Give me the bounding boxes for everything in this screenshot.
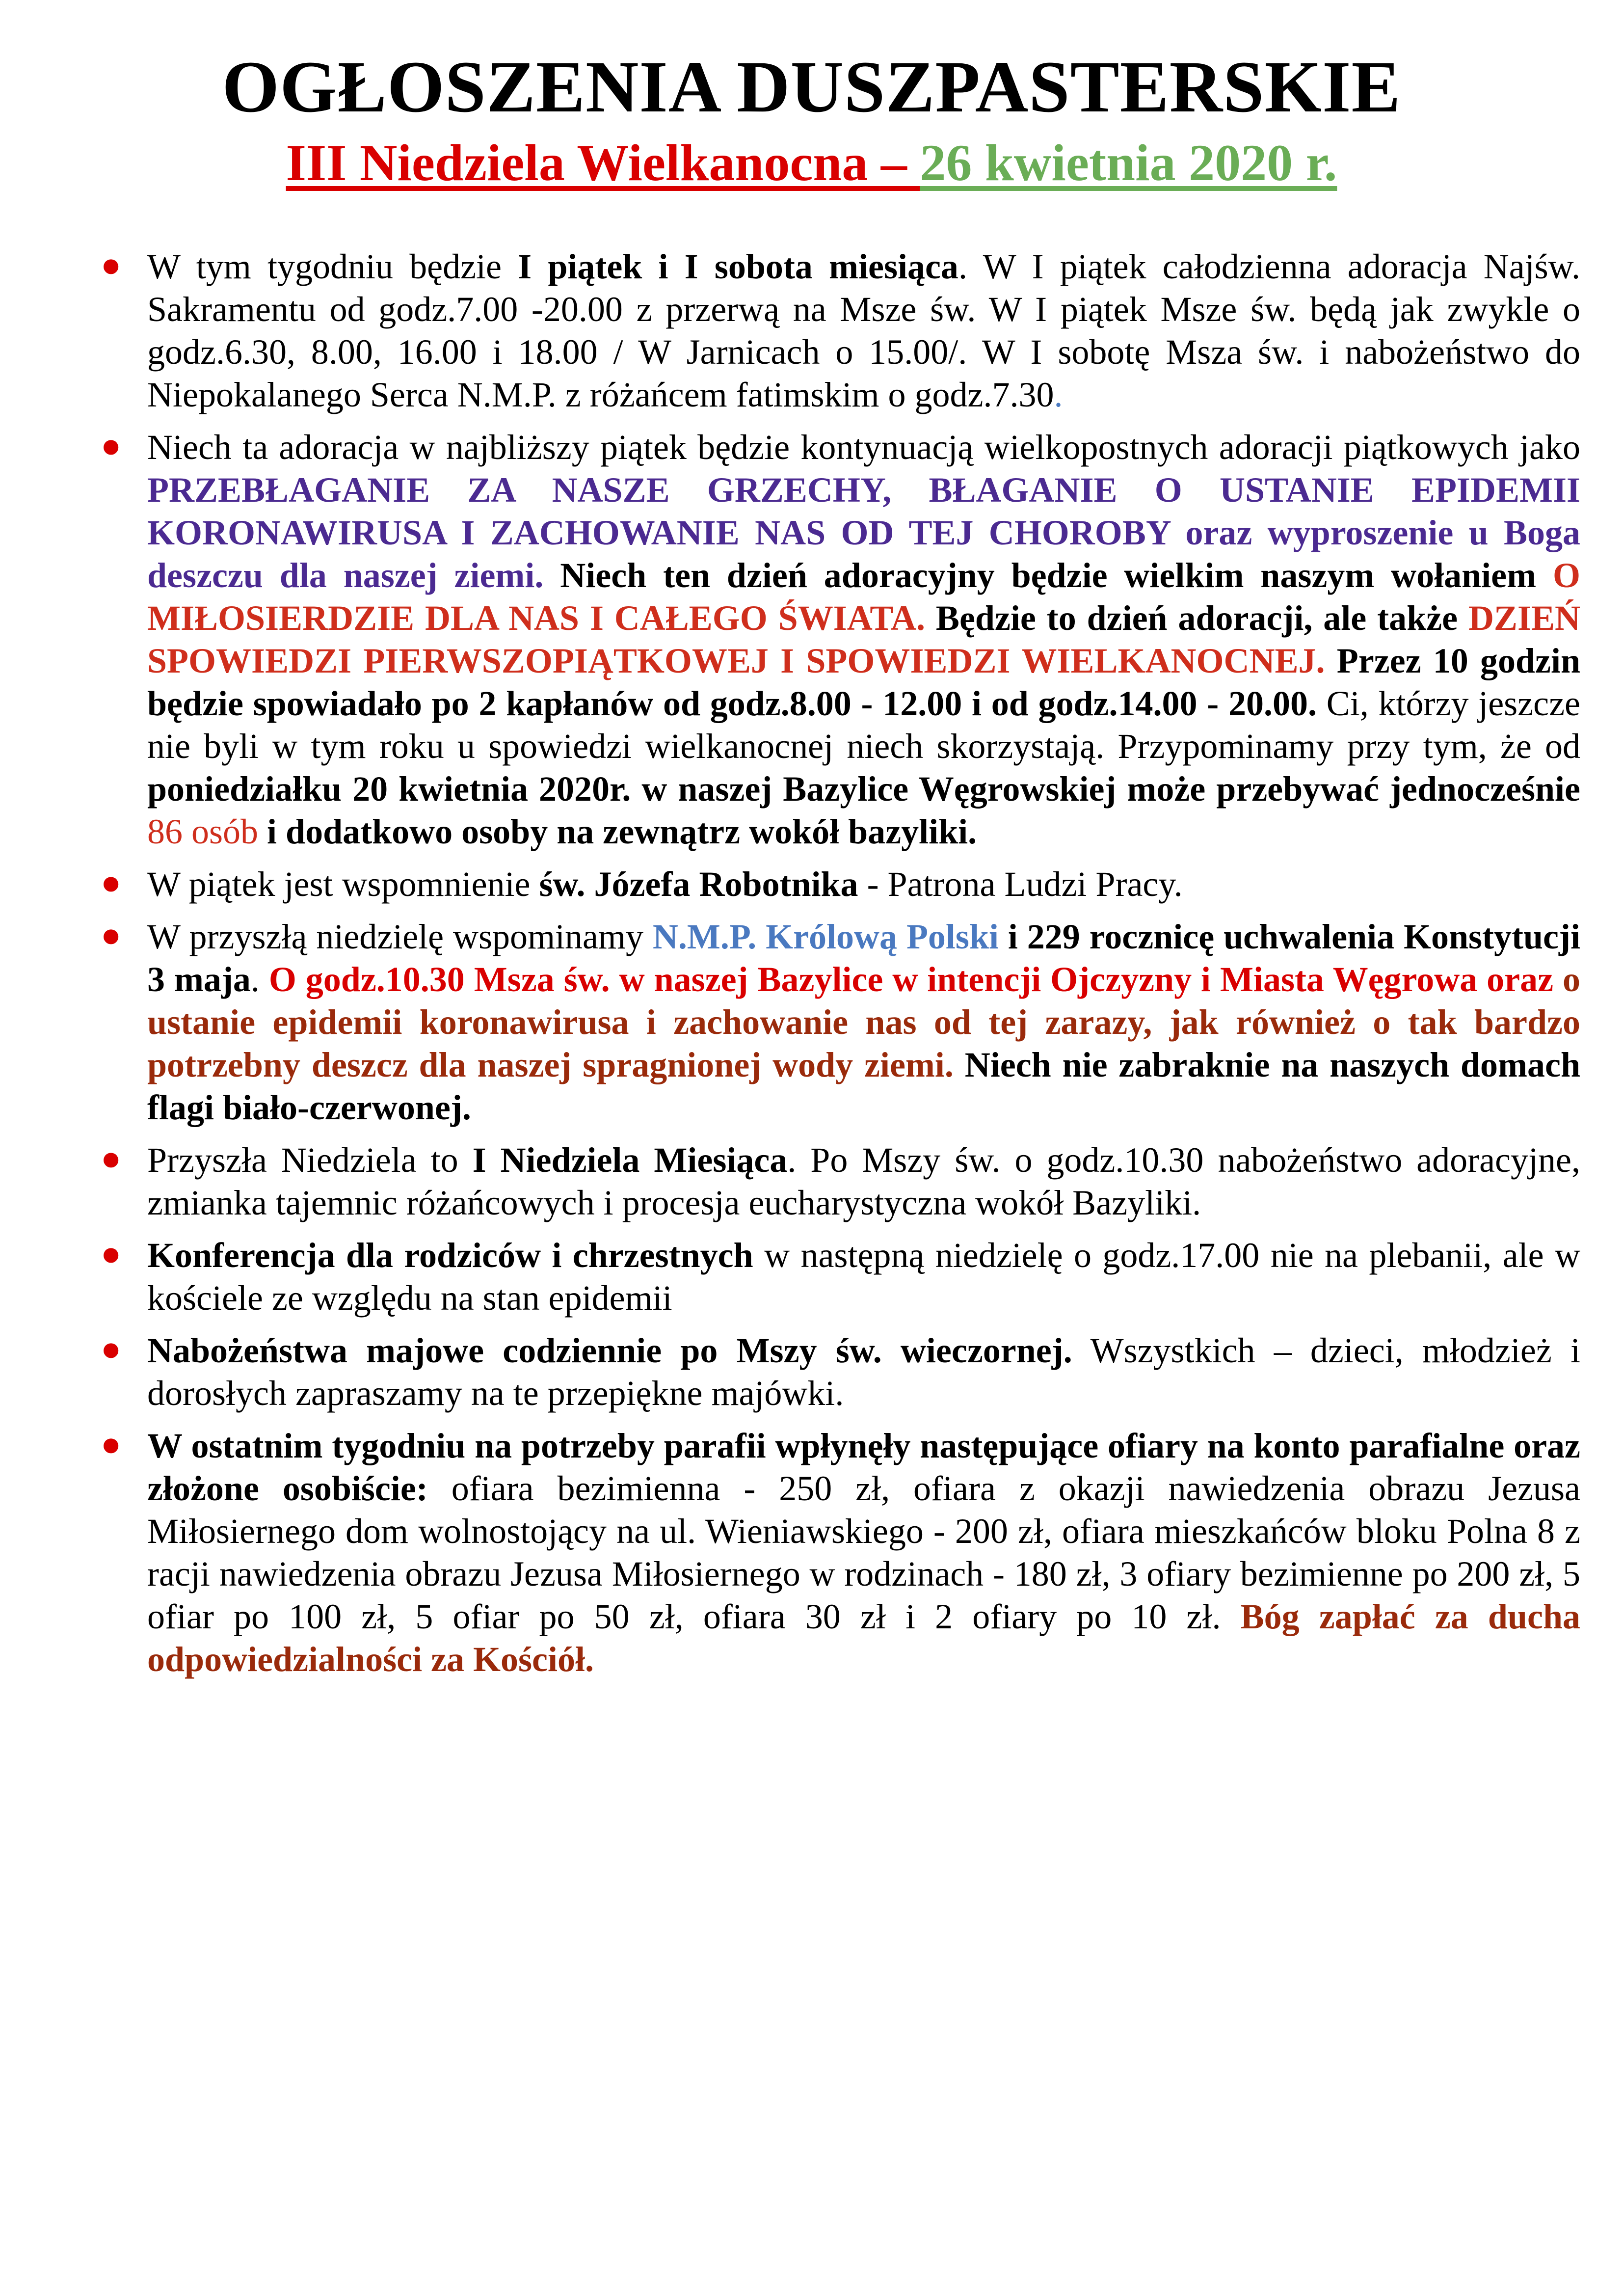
bullet-icon: ● bbox=[101, 917, 122, 954]
announcement-offerings: ● W ostatnim tygodniu na potrzeby parafii wpłynęły następujące ofiary na konto parafialne oraz złożone osobiście: ofiara bezimienna - 250 zł, ofiara z okazji nawiedzenia obrazu Jezusa Miłosiernego dom wolnostojący na ul. Wieniawskiego - 200 zł, ofiara mieszkańców bloku Polna 8 z racji nawiedzenia obrazu Jezusa Miłosiernego w rodzinach - 180 zł, 3 ofiary bezimienne po 200 zł, 5 ofiar po 100 zł, 5 ofiar po 50 zł, ofiara 30 zł i 2 ofiary po 10 zł. Bóg zapłać za ducha odpowiedzialności za Kościół. bbox=[101, 1426, 1580, 1679]
subtitle-date: 26 kwietnia 2020 r. bbox=[920, 134, 1337, 191]
bullet-icon: ● bbox=[101, 1235, 122, 1273]
announcement-may-devotions: ● Nabożeństwa majowe codziennie po Mszy św. wieczornej. Wszystkich – dzieci, młodzież i dorosłych zapraszamy na te przepiękne majówki. bbox=[101, 1330, 1580, 1413]
bullet-icon: ● bbox=[101, 1140, 122, 1178]
bullet-icon: ● bbox=[101, 427, 122, 465]
announcement-st-joseph: ● W piątek jest wspomnienie św. Józefa Robotnika - Patrona Ludzi Pracy. bbox=[101, 864, 1183, 904]
bullet-icon: ● bbox=[101, 864, 122, 902]
bullet-icon: ● bbox=[101, 1426, 122, 1463]
bullet-icon: ● bbox=[101, 1330, 122, 1368]
subtitle-sunday: III Niedziela Wielkanocna – bbox=[286, 134, 920, 191]
announcements-list bbox=[101, 245, 1581, 1691]
announcement-first-friday: ● W tym tygodniu będzie I piątek i I sobota miesiąca. W I piątek całodzienna adoracja Najśw. Sakramentu od godz.7.00 -20.00 z przerwą na Msze św. W I piątek Msze św. będą jak zwykle o godz.6.30, 8.00, 16.00 i 18.00 / W Jarnicach o 15.00/. W I sobotę Msza św. i nabożeństwo do Niepokalanego Serca N.M.P. z różańcem fatimskim o godz.7.30. bbox=[101, 246, 1580, 414]
page-subtitle bbox=[0, 134, 1623, 192]
announcement-first-sunday: ● Przyszła Niedziela to I Niedziela Miesiąca. Po Mszy św. o godz.10.30 nabożeństwo adoracyjne, zmianka tajemnic różańcowych i procesja eucharystyczna wokół Bazyliki. bbox=[101, 1140, 1580, 1222]
bullet-icon: ● bbox=[101, 246, 122, 284]
page-title: OGŁOSZENIA DUSZPASTERSKIE bbox=[222, 46, 1401, 128]
announcement-conference: ● Konferencja dla rodziców i chrzestnych w następną niedzielę o godz.17.00 nie na plebanii, ale w kościele ze względu na stan epidemii bbox=[101, 1235, 1580, 1318]
announcement-adoration: ● Niech ta adoracja w najbliższy piątek będzie kontynuacją wielkopostnych adoracji piątkowych jako PRZEBŁAGANIE ZA NASZE GRZECHY, BŁAGANIE O USTANIE EPIDEMII KORONAWIRUSA I ZACHOWANIE NAS OD TEJ CHOROBY oraz wyproszenie u Boga deszczu dla naszej ziemi. Niech ten dzień adoracyjny będzie wielkim naszym wołaniem O MIŁOSIERDZIE DLA NAS I CAŁEGO ŚWIATA. Będzie to dzień adoracji, ale także DZIEŃ SPOWIEDZI PIERWSZOPIĄTKOWEJ I SPOWIEDZI WIELKANOCNEJ. Przez 10 godzin będzie spowiadało po 2 kapłanów od godz.8.00 - 12.00 i od godz.14.00 - 20.00. Ci, którzy jeszcze nie byli w tym roku u spowiedzi wielkanocnej niech skorzystają. Przypominamy przy tym, że od poniedziałku 20 kwietnia 2020r. w naszej Bazylice Węgrowskiej może przebywać jednocześnie 86 osób i dodatkowo osoby na zewnątrz wokół bazyliki. bbox=[101, 427, 1580, 851]
announcement-may-3: ● W przyszłą niedzielę wspominamy N.M.P. Królową Polski i 229 rocznicę uchwalenia Konstytucji 3 maja. O godz.10.30 Msza św. w naszej Bazylice w intencji Ojczyzny i Miasta Węgrowa oraz o ustanie epidemii koronawirusa i zachowanie nas od tej zarazy, jak również o tak bardzo potrzebny deszcz dla naszej spragnionej wody ziemi. Niech nie zabraknie na naszych domach flagi biało-czerwonej. bbox=[101, 917, 1581, 1127]
